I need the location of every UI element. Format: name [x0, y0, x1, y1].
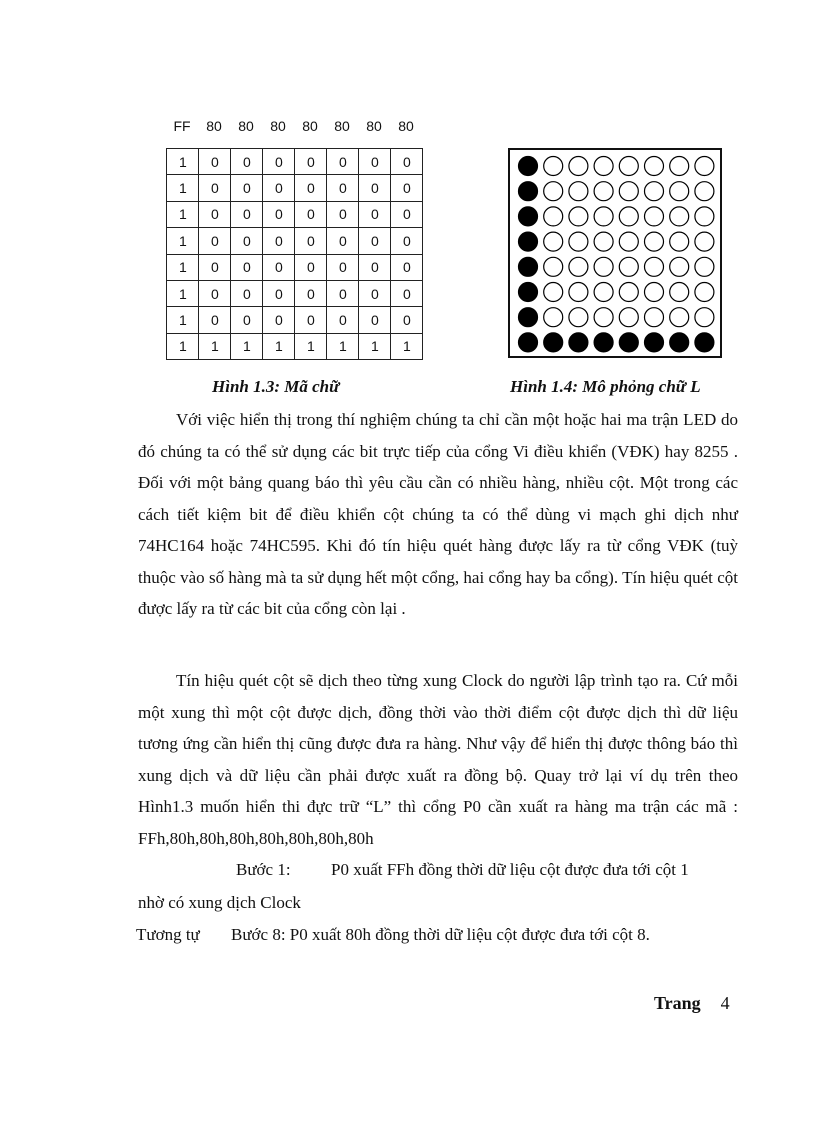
led-off [544, 283, 563, 302]
table-cell: 0 [295, 175, 327, 201]
table-cell: 0 [391, 280, 423, 306]
led-off [645, 207, 664, 226]
led-off [569, 308, 588, 327]
led-off [544, 207, 563, 226]
led-off [594, 157, 613, 176]
table-cell: 0 [231, 280, 263, 306]
led-off [594, 182, 613, 201]
led-off [645, 257, 664, 276]
led-off [594, 283, 613, 302]
table-cell: 0 [263, 280, 295, 306]
led-on [569, 333, 588, 352]
table-cell: 0 [391, 307, 423, 333]
table-row [167, 307, 423, 333]
led-off [645, 182, 664, 201]
table-cell: 1 [167, 333, 199, 359]
led-off [619, 182, 638, 201]
table-cell: 0 [391, 149, 423, 175]
table-cell: 0 [263, 254, 295, 280]
hex-code-row [166, 118, 422, 138]
table-row [167, 228, 423, 254]
led-on [519, 182, 538, 201]
table-cell: 0 [327, 175, 359, 201]
table-cell: 1 [199, 333, 231, 359]
led-off [619, 207, 638, 226]
table-cell: 0 [263, 149, 295, 175]
led-off [619, 257, 638, 276]
led-off [670, 308, 689, 327]
led-off [594, 257, 613, 276]
table-cell: 0 [327, 149, 359, 175]
table-cell: 0 [231, 254, 263, 280]
hex-value: FF [173, 118, 191, 134]
table-cell: 0 [391, 254, 423, 280]
table-cell: 0 [359, 149, 391, 175]
led-off [645, 232, 664, 251]
table-cell: 1 [167, 228, 199, 254]
table-cell: 0 [295, 307, 327, 333]
led-on [519, 333, 538, 352]
step-1-text: P0 xuất FFh đồng thời dữ liệu cột được đưa tới cột 1 [331, 860, 689, 879]
led-off [594, 232, 613, 251]
led-off [695, 283, 714, 302]
led-off [619, 232, 638, 251]
table-cell: 0 [199, 201, 231, 227]
led-on [544, 333, 563, 352]
led-off [695, 257, 714, 276]
led-off [594, 207, 613, 226]
table-cell: 0 [263, 201, 295, 227]
table-cell: 1 [327, 333, 359, 359]
table-cell: 0 [391, 175, 423, 201]
led-off [619, 283, 638, 302]
table-cell: 0 [231, 201, 263, 227]
led-on [670, 333, 689, 352]
led-on [519, 157, 538, 176]
table-cell: 0 [359, 254, 391, 280]
table-cell: 1 [167, 149, 199, 175]
table-cell: 0 [199, 228, 231, 254]
led-matrix [508, 148, 722, 358]
table-cell: 1 [167, 201, 199, 227]
table-cell: 0 [327, 280, 359, 306]
table-row [167, 280, 423, 306]
table-cell: 0 [327, 307, 359, 333]
led-off [695, 157, 714, 176]
led-off [569, 232, 588, 251]
table-row [167, 175, 423, 201]
table-cell: 0 [359, 201, 391, 227]
led-off [544, 308, 563, 327]
paragraph-2: Tín hiệu quét cột sẽ dịch theo từng xung Clock do người lập trình tạo ra. Cứ mỗi một xung thì một cột được dịch, đồng thời vào thời điểm cột được dịch thì dữ liệu tương ứng cần hiển thị cũng được đưa ra hàng. Như vậy để hiển thị được thông báo thì xung dịch và dữ liệu cần phải được xuất ra đồng bộ. Quay trở lại ví dụ trên theo Hình1.3 muốn hiển thi đực trữ “L” thì cổng P0 cần xuất ra hàng ma trận các mã : FFh,80h,80h,80h,80h,80h,80h,80h [138, 671, 738, 848]
table-cell: 1 [391, 333, 423, 359]
led-off [619, 157, 638, 176]
led-off [594, 308, 613, 327]
table-cell: 0 [263, 307, 295, 333]
table-cell: 1 [167, 280, 199, 306]
paragraph-1: Với việc hiển thị trong thí nghiệm chúng ta chỉ cần một hoặc hai ma trận LED do đó chúng ta có thể sử dụng các bit trực tiếp của cổng Vi điều khiển (VĐK) hay 8255 . Đối với một bảng quang báo thì yêu cầu cần có nhiều hàng, nhiều cột. Một trong các cách tiết kiệm bit để điều khiển cột chúng ta có thể dùng vi mạch ghi dịch như 74HC164 hoặc 74HC595. Khi đó tín hiệu quét hàng được lấy ra từ cổng VĐK (tuỳ thuộc vào số hàng mà ta sử dụng hết một cổng, hai cổng hay ba cổng). Tín hiệu quét cột được lấy ra từ các bit của cổng còn lại . [138, 410, 738, 618]
table-cell: 0 [295, 149, 327, 175]
table-cell: 0 [231, 228, 263, 254]
led-off [695, 182, 714, 201]
table-cell: 0 [199, 175, 231, 201]
table-cell: 0 [359, 307, 391, 333]
led-off [670, 257, 689, 276]
led-off [670, 182, 689, 201]
table-cell: 0 [391, 201, 423, 227]
led-on [695, 333, 714, 352]
led-on [519, 283, 538, 302]
table-cell: 0 [199, 254, 231, 280]
led-off [569, 283, 588, 302]
hex-value: 80 [334, 118, 350, 134]
table-cell: 1 [359, 333, 391, 359]
table-cell: 1 [167, 175, 199, 201]
table-cell: 0 [231, 307, 263, 333]
table-cell: 0 [231, 149, 263, 175]
led-matrix-graphic [510, 150, 720, 356]
led-off [619, 308, 638, 327]
table-cell: 1 [295, 333, 327, 359]
step-n-prefix: Tương tự [136, 925, 200, 944]
table-row [167, 254, 423, 280]
hex-value: 80 [238, 118, 254, 134]
led-off [670, 283, 689, 302]
figure-1-4-caption: Hình 1.4: Mô phỏng chữ L [510, 377, 701, 396]
figure-1-3-caption: Hình 1.3: Mã chữ [212, 377, 340, 396]
led-on [519, 232, 538, 251]
led-on [519, 257, 538, 276]
led-off [695, 207, 714, 226]
page-footer [654, 993, 730, 1014]
table-row [167, 333, 423, 359]
step-1-continuation: nhờ có xung dịch Clock [138, 893, 301, 912]
led-off [695, 308, 714, 327]
led-on [519, 308, 538, 327]
led-off [544, 257, 563, 276]
table-cell: 0 [359, 280, 391, 306]
table-cell: 0 [199, 149, 231, 175]
table-cell: 0 [327, 228, 359, 254]
led-off [544, 182, 563, 201]
page-label: Trang [654, 993, 701, 1013]
hex-value: 80 [302, 118, 318, 134]
hex-value: 80 [366, 118, 382, 134]
table-cell: 0 [295, 228, 327, 254]
table-cell: 0 [199, 280, 231, 306]
led-off [645, 157, 664, 176]
table-row [167, 149, 423, 175]
led-off [695, 232, 714, 251]
table-cell: 0 [295, 254, 327, 280]
table-row [167, 201, 423, 227]
led-off [544, 157, 563, 176]
table-cell: 0 [327, 254, 359, 280]
hex-value: 80 [206, 118, 222, 134]
led-off [670, 157, 689, 176]
table-cell: 0 [231, 175, 263, 201]
hex-value: 80 [270, 118, 286, 134]
table-cell: 0 [295, 280, 327, 306]
hex-value: 80 [398, 118, 414, 134]
code-table [166, 148, 423, 360]
table-cell: 0 [199, 307, 231, 333]
table-cell: 0 [263, 228, 295, 254]
led-on [619, 333, 638, 352]
led-on [519, 207, 538, 226]
step-1-label: Bước 1: [236, 860, 291, 879]
led-off [645, 283, 664, 302]
led-off [670, 207, 689, 226]
led-off [670, 232, 689, 251]
table-cell: 1 [263, 333, 295, 359]
led-on [594, 333, 613, 352]
table-cell: 1 [167, 254, 199, 280]
led-off [569, 257, 588, 276]
table-cell: 0 [391, 228, 423, 254]
table-cell: 0 [359, 175, 391, 201]
led-off [544, 232, 563, 251]
step-n-text: Bước 8: P0 xuất 80h đồng thời dữ liệu cột được đưa tới cột 8. [231, 925, 650, 944]
led-off [645, 308, 664, 327]
table-cell: 1 [167, 307, 199, 333]
table-cell: 0 [295, 201, 327, 227]
table-cell: 0 [359, 228, 391, 254]
led-off [569, 157, 588, 176]
table-cell: 1 [231, 333, 263, 359]
table-cell: 0 [263, 175, 295, 201]
page-number: 4 [720, 993, 730, 1013]
led-off [569, 207, 588, 226]
table-cell: 0 [327, 201, 359, 227]
led-on [645, 333, 664, 352]
led-off [569, 182, 588, 201]
